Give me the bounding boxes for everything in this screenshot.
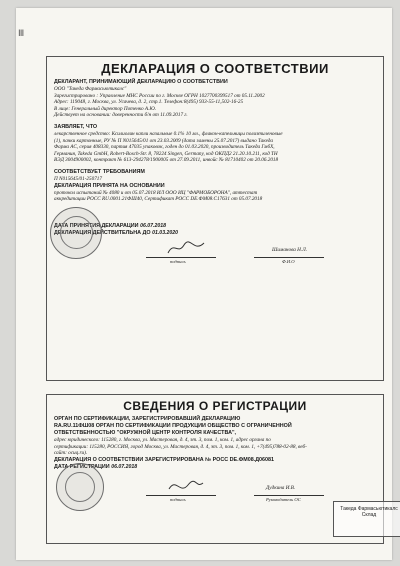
declarant-heading: ДЕКЛАРАНТ, ПРИНИМАЮЩИЙ ДЕКЛАРАЦИЮ О СООТВЕТСТВИИ (54, 79, 228, 85)
document-page (16, 8, 398, 560)
copy-stamp: Такеда Фармасьютикалс Склад (333, 501, 400, 537)
registrar-signature (166, 477, 206, 495)
registration-signature-row (54, 471, 376, 511)
document-body (46, 56, 398, 518)
claims-line: Фарма АС, серия 408330, партия 47035 упаковок, годен до 01.03.2020, производитель Такеда ГмбХ, (54, 144, 275, 151)
valid-label: ДЕКЛАРАЦИЯ ДЕЙСТВИТЕЛЬНА ДО (54, 229, 151, 236)
declarant-line: ООО "Такеда Фармасьютикалс" (54, 86, 127, 92)
org-heading-line: ОРГАН ПО СЕРТИФИКАЦИИ, ЗАРЕГИСТРИРОВАВШИЙ ДЕКЛАРАЦИЮ (54, 416, 241, 422)
conforms-line: П N015645/01-250717 (54, 175, 102, 182)
signature-caption: подпись (170, 258, 186, 264)
declarant-signature (166, 239, 206, 257)
declarant-line: В лице: Генеральный директор Потенко А.Ю. (54, 105, 157, 112)
corner-mark: Ⅲ (18, 28, 25, 38)
declaration-signature-row (54, 237, 376, 271)
declarant-line: Зарегистрировано : Управление МНС России по г. Москве ОГРН 1027700399517 от 05.11.2002 (54, 92, 265, 99)
basis-line: аккредитации РОСС RU.0001.21ФШ40, Сертификат РОСС DE.ФМ08.С17631 от 05.07.2018 (54, 196, 263, 203)
accepted-label: ДАТА ПРИНЯТИЯ ДЕКЛАРАЦИИ (54, 222, 139, 229)
declaration-section (46, 56, 384, 381)
claims-line: Германия, Takeda GmbH, Robert-Bosch-Str. 8, 78224 Singen, Germany, код ОКПД2 21.20.10.211, код ТН (54, 150, 278, 157)
reg-date-row (54, 464, 376, 471)
signatory-name: Шиманова Н.Л. (272, 246, 308, 253)
conforms-heading: СООТВЕТСТВУЕТ ТРЕБОВАНИЯМ (54, 168, 145, 175)
valid-row (54, 230, 376, 237)
claims-heading: ЗАЯВЛЯЕТ, ЧТО (54, 123, 98, 130)
accepted-row (54, 223, 376, 230)
basis-line: протокол испытаний № 4080 и от 05.07.2018 ИЛ ООО ИЦ "ФАРМОБОРОНА", аттестат (54, 189, 258, 196)
registration-signature-caption: подпись (170, 496, 186, 502)
reg-date-label: ДАТА РЕГИСТРАЦИИ (54, 463, 110, 470)
registration-title: СВЕДЕНИЯ О РЕГИСТРАЦИИ (123, 399, 307, 413)
head-name: Дудкина И.В. (266, 484, 296, 491)
org-line: адрес юридического: 115280, г. Москва, ул. Мастеровая, д. 4, эт. 3, пом. 1, ком. 1, адрес органа по (54, 437, 271, 443)
valid-date: 01.03.2020 (152, 229, 179, 236)
claims-line: ВЭД 3004900002, контракт № 613-294278/1900005 от 27.09.2011, инвойс № 81710402 от 20.06.2018 (54, 157, 279, 164)
basis-heading: ДЕКЛАРАЦИЯ ПРИНЯТА НА ОСНОВАНИИ (54, 182, 165, 189)
declarant-line: Действует на основании: доверенности б/н от 11.09.2017 г. (54, 112, 188, 119)
org-line: сертификации: 115280, РОССИЯ, город Москва, ул. Мастеровая, д. 4, эт. 3, пом. 1, ком. 1, +7(495)788-02-88, веб- (54, 443, 307, 450)
claims-line: (1), пачки картонные, РУ № П N015645/01 от 23.03.2009 (дата замены 25.07.2017) выдано Такеда (54, 137, 273, 144)
registration-section (46, 394, 398, 544)
claims-line: лекарственное средство: Ксилиолин капли назальные 0.1% 10 мл., флакон-капельницы полиэтиленовые (54, 130, 283, 137)
declarant-seal (50, 207, 102, 259)
declaration-title: ДЕКЛАРАЦИЯ О СООТВЕТСТВИИ (101, 61, 329, 76)
accepted-date: 06.07.2018 (140, 222, 167, 229)
head-caption: Руководитель ОС (266, 496, 301, 502)
declarant-line: Адрес: 119048, г. Москва, ул. Усачева, д. 2, стр.1. Телефон:8(495) 933-55-11,502-16-25 (54, 99, 244, 106)
org-heading-line: RA.RU.11ФШ08 ОРГАН ПО СЕРТИФИКАЦИИ ПРОДУКЦИИ ОБЩЕСТВО С ОГРАНИЧЕННОЙ (54, 423, 292, 429)
reg-date: 06.07.2018 (111, 463, 138, 470)
fio-caption: Ф.И.О (282, 258, 295, 264)
org-line: сайт: ocuq.ru). (54, 450, 88, 457)
registered-line: ДЕКЛАРАЦИЯ О СООТВЕТСТВИИ ЗАРЕГИСТРИРОВАНА № РОСС DE.ФМ08.Д06081 (54, 456, 275, 463)
org-heading-line: ОТВЕТСТВЕННОСТЬЮ "ОКРУЖНОЙ ЦЕНТР КОНТРОЛЯ КАЧЕСТВА", (54, 430, 237, 436)
certification-seal (56, 463, 104, 511)
